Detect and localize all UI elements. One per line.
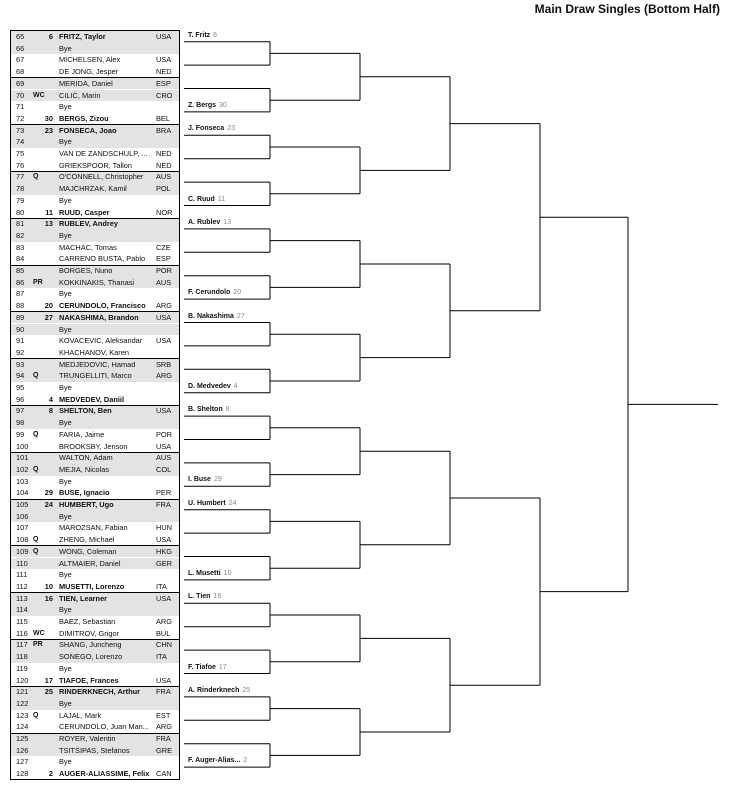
entry-tag: Q bbox=[33, 547, 39, 555]
round2-player-seed: 11 bbox=[217, 195, 226, 203]
player-name: Bye bbox=[59, 383, 72, 392]
country-code: BRA bbox=[156, 125, 172, 135]
player-name: CARRENO BUSTA, Pablo bbox=[59, 254, 146, 264]
player-name: WONG, Coleman bbox=[59, 546, 117, 556]
country-code: FRA bbox=[156, 734, 171, 743]
player-name: Bye bbox=[59, 663, 72, 673]
country-code: AUS bbox=[156, 277, 172, 287]
country-code: ESP bbox=[156, 78, 171, 88]
country-code: USA bbox=[156, 406, 172, 416]
entry-tag: Q bbox=[33, 536, 39, 544]
draw-number: 86 bbox=[16, 277, 25, 287]
player-name: Bye bbox=[59, 137, 72, 147]
player-name: WALTON, Adam bbox=[59, 453, 113, 463]
draw-number: 96 bbox=[16, 394, 25, 404]
round2-player-seed: 16 bbox=[213, 593, 222, 601]
round2-player-seed: 6 bbox=[213, 31, 218, 39]
country-code: USA bbox=[156, 336, 172, 346]
draw-number: 78 bbox=[16, 184, 25, 194]
draw-number: 87 bbox=[16, 289, 25, 299]
draw-number: 119 bbox=[16, 663, 28, 673]
entry-tag: PR bbox=[33, 278, 43, 286]
round2-player bbox=[188, 313, 245, 320]
round2-player bbox=[188, 383, 238, 390]
draw-number: 98 bbox=[16, 418, 25, 428]
draw-number: 72 bbox=[16, 113, 25, 123]
player-name: ROYER, Valentin bbox=[59, 734, 116, 743]
country-code: NED bbox=[156, 149, 172, 158]
player-name: MICHELSEN, Alex bbox=[59, 55, 121, 65]
draw-number: 88 bbox=[16, 301, 25, 311]
draw-number: 95 bbox=[16, 383, 25, 392]
player-name: AUGER-ALIASSIME, Felix bbox=[59, 769, 150, 779]
round2-player-name: I. Buse bbox=[188, 476, 211, 484]
player-name: HUMBERT, Ugo bbox=[59, 500, 114, 509]
player-name: MAROZSAN, Fabian bbox=[59, 523, 128, 533]
round2-player-seed: 2 bbox=[243, 757, 248, 765]
country-code: GER bbox=[156, 558, 173, 568]
country-code: POL bbox=[156, 184, 171, 194]
draw-number: 120 bbox=[16, 675, 29, 685]
seed-number: 25 bbox=[44, 687, 53, 697]
draw-number: 84 bbox=[16, 254, 25, 264]
seed-number: 29 bbox=[44, 488, 53, 498]
country-code: AUS bbox=[156, 172, 172, 182]
country-code: EST bbox=[156, 710, 171, 720]
country-code: COL bbox=[156, 464, 172, 474]
draw-number: 115 bbox=[16, 617, 28, 626]
round2-player-seed: 8 bbox=[225, 406, 230, 414]
entry-tag: PR bbox=[33, 641, 43, 649]
country-code: USA bbox=[156, 312, 172, 322]
country-code: FRA bbox=[156, 500, 171, 509]
round2-player bbox=[188, 102, 227, 109]
entry-tag: Q bbox=[33, 173, 39, 181]
draw-number: 65 bbox=[16, 32, 25, 41]
country-code: AUS bbox=[156, 453, 172, 463]
seed-number: 8 bbox=[48, 406, 53, 416]
round2-player-name: Z. Bergs bbox=[188, 101, 217, 109]
player-name: TIEN, Learner bbox=[59, 593, 108, 603]
draw-number: 67 bbox=[16, 55, 25, 65]
draw-number: 118 bbox=[16, 652, 28, 662]
country-code: USA bbox=[156, 32, 172, 41]
country-code: HKG bbox=[156, 546, 173, 556]
player-name: VAN DE ZANDSCHULP, ... bbox=[59, 149, 148, 158]
draw-number: 92 bbox=[16, 347, 25, 357]
player-name: Bye bbox=[59, 230, 72, 240]
draw-number: 82 bbox=[16, 230, 25, 240]
draw-number: 121 bbox=[16, 687, 29, 697]
draw-number: 110 bbox=[16, 558, 28, 568]
player-name: Bye bbox=[59, 570, 72, 580]
player-name: MEJIA, Nicolas bbox=[59, 464, 110, 474]
round2-player-seed: 13 bbox=[223, 218, 232, 226]
draw-number: 116 bbox=[16, 628, 28, 638]
country-code: USA bbox=[156, 55, 172, 65]
country-code: CHN bbox=[156, 640, 173, 650]
draw-number: 69 bbox=[16, 78, 25, 88]
seed-number: 2 bbox=[48, 769, 53, 779]
country-code: HUN bbox=[156, 523, 173, 533]
player-name: Bye bbox=[59, 511, 72, 521]
round2-player-seed: 10 bbox=[223, 569, 232, 577]
player-name: MAJCHRZAK, Kamil bbox=[59, 184, 127, 194]
player-name: KOVACEVIC, Aleksandar bbox=[59, 336, 143, 346]
country-code: CAN bbox=[156, 769, 172, 779]
player-name: Bye bbox=[59, 757, 72, 767]
round2-player-seed: 20 bbox=[233, 289, 242, 297]
player-name: MUSETTI, Lorenzo bbox=[59, 581, 125, 591]
player-name: DE JONG, Jesper bbox=[59, 67, 119, 77]
draw-number: 77 bbox=[16, 172, 25, 182]
page-title: Main Draw Singles (Bottom Half) bbox=[534, 2, 720, 16]
draw-number: 101 bbox=[16, 453, 29, 463]
round2-player bbox=[188, 757, 247, 764]
player-name: BROOKSBY, Jenson bbox=[59, 441, 128, 451]
draw-number: 125 bbox=[16, 734, 29, 743]
round2-player bbox=[188, 32, 217, 39]
round2-player-name: L. Musetti bbox=[188, 569, 221, 577]
seed-number: 13 bbox=[44, 219, 53, 229]
seed-number: 30 bbox=[44, 113, 53, 123]
round2-player bbox=[188, 687, 250, 694]
country-code: CRO bbox=[156, 90, 173, 100]
round2-player-name: B. Nakashima bbox=[188, 312, 234, 320]
draw-number: 76 bbox=[16, 160, 25, 170]
country-code: ESP bbox=[156, 254, 171, 264]
player-name: SONEGO, Lorenzo bbox=[59, 652, 123, 662]
round2-player-name: L. Tien bbox=[188, 593, 211, 601]
round2-player-name: F. Auger-Alias... bbox=[188, 757, 241, 765]
round2-player-seed: 23 bbox=[227, 125, 235, 133]
entry-tag: Q bbox=[33, 430, 39, 438]
country-code: USA bbox=[156, 441, 172, 451]
round2-player-seed: 17 bbox=[218, 663, 227, 671]
player-name: Bye bbox=[59, 43, 72, 53]
round2-player-name: B. Shelton bbox=[188, 406, 223, 414]
player-name: Bye bbox=[59, 418, 72, 428]
draw-number: 68 bbox=[16, 67, 25, 77]
player-name: LAJAL, Mark bbox=[59, 710, 102, 720]
player-name: Bye bbox=[59, 605, 72, 615]
country-code: ITA bbox=[156, 581, 167, 591]
draw-number: 85 bbox=[16, 266, 25, 275]
draw-number: 80 bbox=[16, 207, 25, 217]
player-name: Bye bbox=[59, 698, 72, 708]
draw-number: 97 bbox=[16, 406, 25, 416]
round2-player bbox=[188, 406, 230, 413]
player-name: CERUNDOLO, Juan Man... bbox=[59, 722, 149, 732]
round2-player bbox=[188, 593, 221, 600]
player-name: BAEZ, Sebastian bbox=[59, 617, 116, 626]
country-code: PER bbox=[156, 488, 172, 498]
round2-player bbox=[188, 219, 231, 226]
draw-number: 71 bbox=[16, 102, 25, 112]
country-code: USA bbox=[156, 675, 172, 685]
player-name: TIAFOE, Frances bbox=[59, 675, 119, 685]
round2-player bbox=[188, 476, 222, 483]
player-name: Bye bbox=[59, 195, 72, 205]
player-name: Bye bbox=[59, 476, 72, 486]
round2-player-name: D. Medvedev bbox=[188, 382, 231, 390]
country-code: SRB bbox=[156, 359, 172, 369]
draw-number: 73 bbox=[16, 125, 25, 135]
draw-number: 94 bbox=[16, 371, 25, 381]
entry-tag: WC bbox=[33, 91, 45, 99]
player-name: RUUD, Casper bbox=[59, 207, 110, 217]
country-code: ITA bbox=[156, 652, 167, 662]
draw-number: 66 bbox=[16, 43, 25, 53]
round2-player-name: J. Fonseca bbox=[188, 125, 225, 133]
country-code: POR bbox=[156, 429, 173, 439]
draw-number: 127 bbox=[16, 757, 29, 767]
draw-number: 75 bbox=[16, 149, 25, 158]
draw-number: 99 bbox=[16, 429, 25, 439]
player-name: O'CONNELL, Christopher bbox=[59, 172, 144, 182]
draw-number: 124 bbox=[16, 722, 29, 732]
draw-number: 114 bbox=[16, 605, 28, 615]
round2-player bbox=[188, 289, 241, 296]
player-name: GRIEKSPOOR, Tallon bbox=[59, 160, 132, 170]
seed-number: 10 bbox=[44, 581, 53, 591]
seed-number: 16 bbox=[44, 593, 53, 603]
seed-number: 11 bbox=[45, 207, 53, 217]
player-name: Bye bbox=[59, 324, 72, 334]
round2-player-name: F. Cerundolo bbox=[188, 289, 231, 297]
player-name: FRITZ, Taylor bbox=[59, 32, 106, 41]
draw-number: 81 bbox=[16, 219, 25, 229]
player-name: MACHAC, Tomas bbox=[59, 242, 117, 252]
draw-number: 104 bbox=[16, 488, 29, 498]
round2-player-seed: 4 bbox=[233, 382, 238, 390]
round2-player-name: A. Rublev bbox=[188, 218, 221, 226]
round2-player-name: T. Fritz bbox=[188, 31, 211, 39]
draw-number: 111 bbox=[16, 570, 28, 580]
draw-number: 112 bbox=[16, 581, 28, 591]
seed-number: 20 bbox=[44, 301, 53, 311]
player-name: DIMITROV, Grigor bbox=[59, 628, 120, 638]
draw-number: 89 bbox=[16, 312, 25, 322]
round2-player bbox=[188, 125, 235, 132]
player-name: KHACHANOV, Karen bbox=[59, 347, 129, 357]
round2-player bbox=[188, 196, 225, 203]
country-code: GRE bbox=[156, 745, 173, 755]
draw-number: 83 bbox=[16, 242, 25, 252]
seed-number: 23 bbox=[44, 125, 53, 135]
round2-player bbox=[188, 500, 237, 507]
draw-number: 90 bbox=[16, 324, 25, 334]
player-name: FONSECA, Joao bbox=[59, 125, 117, 135]
round2-player-name: U. Humbert bbox=[188, 499, 226, 507]
country-code: NOR bbox=[156, 207, 173, 217]
seed-number: 6 bbox=[48, 32, 53, 41]
round2-player-seed: 24 bbox=[228, 499, 237, 507]
country-code: ARG bbox=[156, 301, 173, 311]
round2-player-seed: 27 bbox=[236, 312, 245, 320]
draw-number: 102 bbox=[16, 464, 29, 474]
country-code: BEL bbox=[156, 113, 170, 123]
draw-number: 108 bbox=[16, 535, 29, 545]
country-code: FRA bbox=[156, 687, 171, 697]
draw-number: 105 bbox=[16, 500, 29, 509]
player-name: RUBLEV, Andrey bbox=[59, 219, 119, 229]
draw-number: 122 bbox=[16, 698, 29, 708]
country-code: ARG bbox=[156, 722, 173, 732]
seed-number: 4 bbox=[48, 394, 53, 404]
player-name: CERUNDOLO, Francisco bbox=[59, 301, 146, 311]
draw-number: 106 bbox=[16, 511, 29, 521]
player-name: NAKASHIMA, Brandon bbox=[59, 312, 139, 322]
country-code: USA bbox=[156, 535, 172, 545]
draw-number: 91 bbox=[16, 336, 25, 346]
country-code: BUL bbox=[156, 628, 171, 638]
seed-number: 24 bbox=[44, 500, 53, 509]
player-name: MEDVEDEV, Daniil bbox=[59, 394, 125, 404]
draw-number: 93 bbox=[16, 359, 25, 369]
player-name: BORGES, Nuno bbox=[59, 266, 113, 275]
player-name: MEDJEDOVIC, Hamad bbox=[59, 359, 136, 369]
player-name: ZHENG, Michael bbox=[59, 535, 115, 545]
player-name: BUSE, Ignacio bbox=[59, 488, 110, 498]
entry-tag: Q bbox=[33, 372, 39, 380]
country-code: POR bbox=[156, 266, 173, 275]
player-name: FARIA, Jaime bbox=[59, 429, 105, 439]
country-code: CZE bbox=[156, 242, 171, 252]
player-name: MERIDA, Daniel bbox=[59, 78, 113, 88]
draw-number: 103 bbox=[16, 476, 29, 486]
round2-player bbox=[188, 664, 227, 671]
round2-player-name: C. Ruud bbox=[188, 195, 215, 203]
seed-number: 27 bbox=[44, 312, 53, 322]
round2-player-seed: 30 bbox=[219, 101, 227, 109]
draw-number: 123 bbox=[16, 710, 29, 720]
player-name: TSITSIPAS, Stefanos bbox=[59, 745, 130, 755]
player-name: BERGS, Zizou bbox=[59, 113, 109, 123]
draw-number: 100 bbox=[16, 441, 29, 451]
round2-player-seed: 29 bbox=[213, 476, 222, 484]
player-name: Bye bbox=[59, 102, 72, 112]
entry-tag: Q bbox=[33, 465, 39, 473]
country-code: NED bbox=[156, 67, 172, 77]
country-code: NED bbox=[156, 160, 172, 170]
country-code: ARG bbox=[156, 371, 173, 381]
draw-number: 74 bbox=[16, 137, 25, 147]
draw-number: 117 bbox=[16, 640, 28, 650]
player-name: KOKKINAKIS, Thanasi bbox=[59, 277, 135, 287]
draw-number: 70 bbox=[16, 90, 25, 100]
player-name: CILIC, Marin bbox=[59, 90, 101, 100]
player-name: ALTMAIER, Daniel bbox=[59, 558, 121, 568]
round2-player-name: A. Rinderknech bbox=[188, 686, 240, 694]
draw-number: 107 bbox=[16, 523, 29, 533]
draw-number: 113 bbox=[16, 593, 28, 603]
player-name: SHANG, Juncheng bbox=[59, 640, 122, 650]
entry-tag: WC bbox=[33, 629, 45, 637]
entry-tag: Q bbox=[33, 711, 39, 719]
draw-number: 79 bbox=[16, 195, 25, 205]
player-name: Bye bbox=[59, 289, 72, 299]
round2-player bbox=[188, 570, 231, 577]
draw-number: 126 bbox=[16, 745, 29, 755]
player-name: RINDERKNECH, Arthur bbox=[59, 687, 141, 697]
draw-number: 109 bbox=[16, 546, 29, 556]
round2-player-name: F. Tiafoe bbox=[188, 663, 216, 671]
round2-player-seed: 25 bbox=[242, 686, 251, 694]
seed-number: 17 bbox=[44, 675, 53, 685]
player-name: TRUNGELLITI, Marco bbox=[59, 371, 132, 381]
player-name: SHELTON, Ben bbox=[59, 406, 112, 416]
country-code: USA bbox=[156, 593, 172, 603]
draw-number: 128 bbox=[16, 769, 29, 779]
country-code: ARG bbox=[156, 617, 173, 626]
